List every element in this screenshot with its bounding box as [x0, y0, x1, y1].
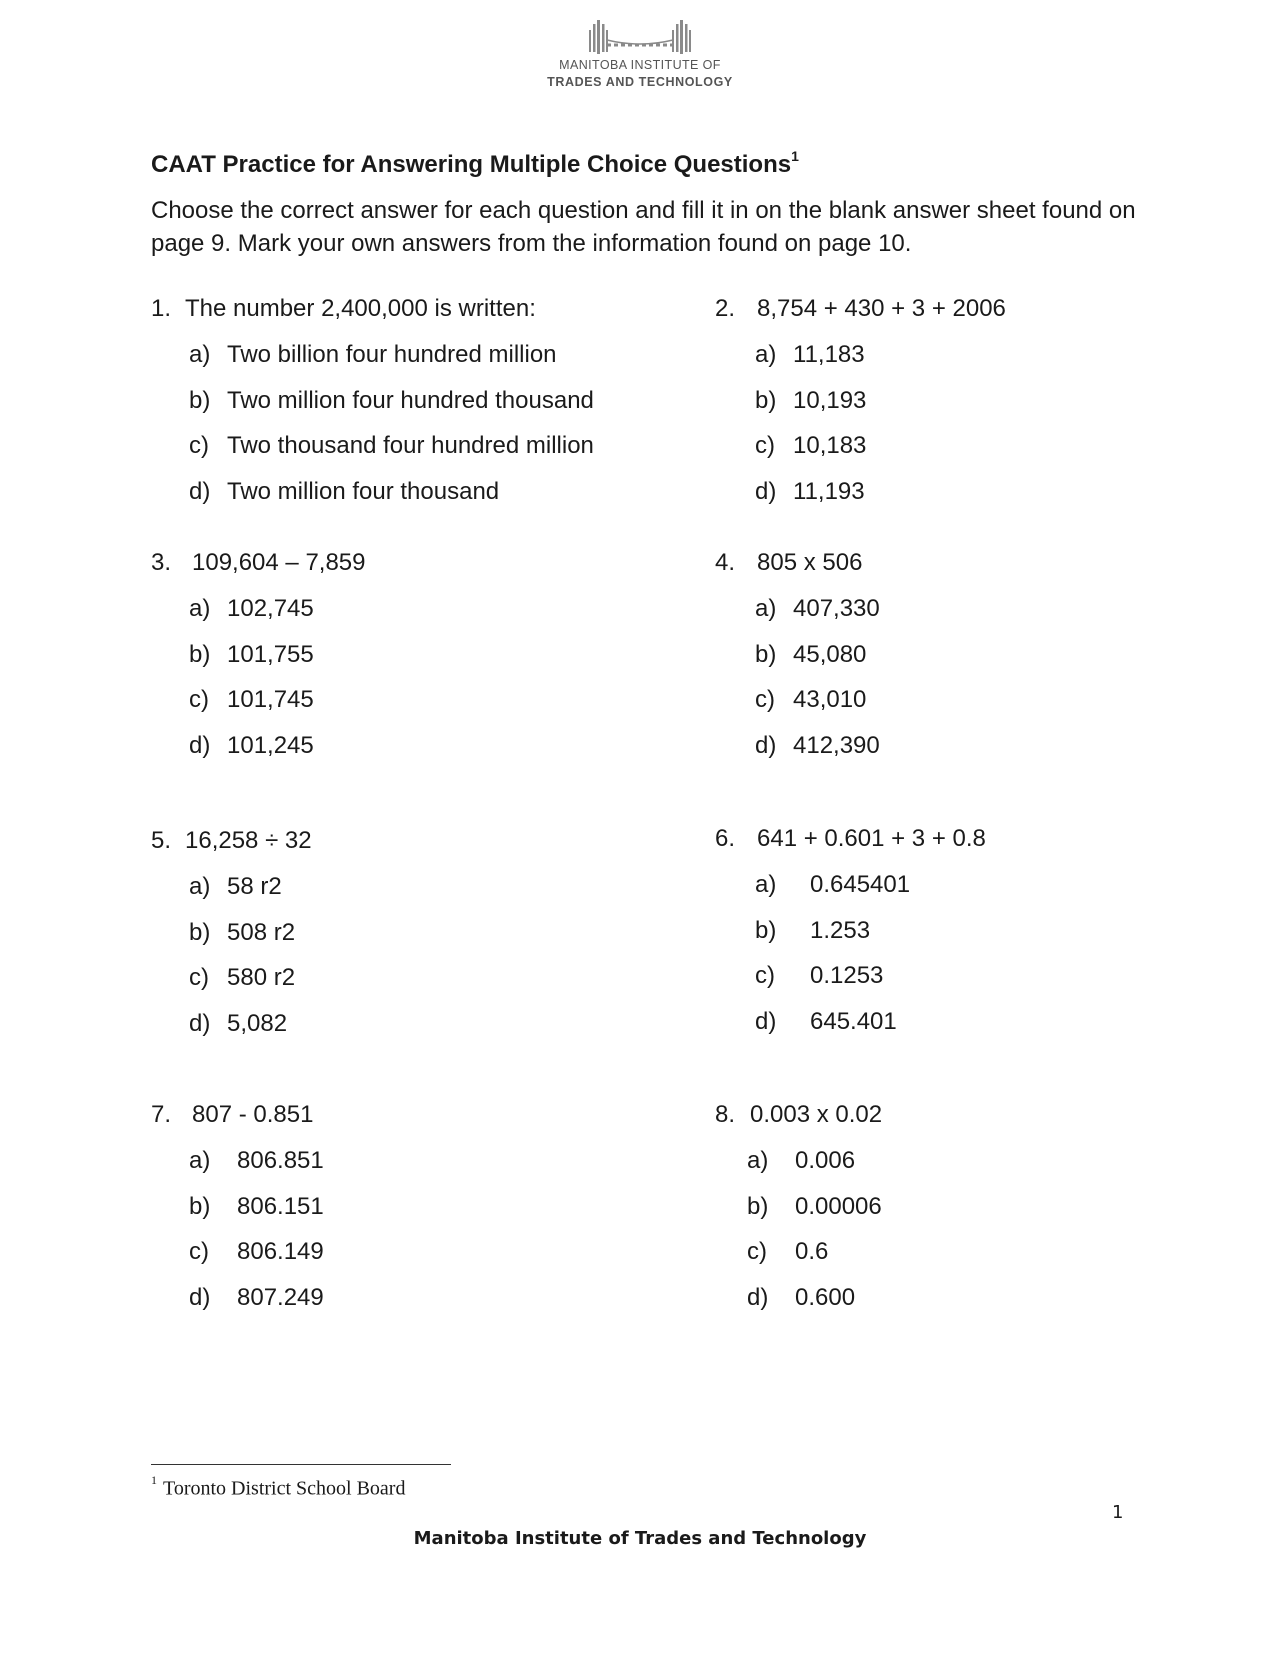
option-a — [151, 873, 312, 919]
option-a — [715, 871, 986, 917]
option-text: 0.6 — [795, 1238, 829, 1266]
option-c — [715, 432, 1006, 478]
option-text: 11,183 — [793, 341, 865, 368]
question-stem — [715, 295, 1006, 341]
option-letter: c) — [189, 1238, 209, 1266]
option-d — [715, 478, 1006, 524]
option-text: 0.645401 — [810, 871, 911, 898]
option-b — [715, 387, 1006, 433]
option-text: 45,080 — [793, 640, 867, 668]
question-number: 5. — [151, 827, 172, 854]
header-logo — [0, 18, 1280, 58]
question-8 — [715, 1101, 882, 1329]
option-c — [715, 962, 986, 1008]
option-text: 0.006 — [795, 1147, 856, 1174]
option-c — [151, 686, 366, 732]
question-text: 641 + 0.601 + 3 + 0.8 — [757, 825, 986, 852]
footnote-separator — [151, 1464, 451, 1465]
option-b — [151, 387, 594, 433]
question-1 — [151, 295, 594, 523]
question-stem — [715, 549, 880, 595]
option-text: 101,755 — [227, 640, 314, 668]
option-letter: c) — [189, 686, 209, 714]
option-b — [151, 1193, 324, 1239]
option-a — [715, 595, 880, 641]
option-text: 43,010 — [793, 686, 867, 714]
logo-text-line2: TRADES AND TECHNOLOGY — [547, 75, 733, 89]
option-letter: c) — [189, 432, 209, 460]
option-b — [715, 917, 986, 963]
option-letter: a) — [189, 341, 211, 368]
option-c — [715, 686, 880, 732]
option-text: 11,193 — [793, 477, 865, 505]
question-stem — [151, 295, 594, 341]
option-letter: a) — [755, 871, 777, 898]
option-d — [715, 1284, 882, 1330]
option-b — [715, 641, 880, 687]
instructions-paragraph: Choose the correct answer for each question and fill it in on the blank answer sheet found on page 9. Mark your own answers from the information found on page 10. — [151, 197, 1136, 257]
option-a — [151, 595, 366, 641]
question-3 — [151, 549, 366, 777]
option-letter: d) — [189, 1283, 211, 1311]
option-a — [151, 341, 594, 387]
option-text: 101,245 — [227, 731, 314, 759]
title-footnote-ref: 1 — [791, 148, 799, 164]
option-letter: d) — [755, 477, 777, 505]
option-text: 407,330 — [793, 595, 880, 622]
option-letter: c) — [755, 962, 775, 990]
footnote-text: Toronto District School Board — [163, 1477, 406, 1500]
option-letter: a) — [189, 595, 211, 622]
question-stem — [151, 827, 312, 873]
option-letter: b) — [189, 918, 211, 946]
option-letter: b) — [755, 386, 777, 414]
option-letter: b) — [189, 1192, 211, 1220]
option-letter: c) — [189, 964, 209, 992]
option-letter: a) — [755, 341, 777, 368]
option-text: 412,390 — [793, 731, 880, 759]
page-number: 1 — [1112, 1502, 1124, 1523]
question-stem — [715, 825, 986, 871]
option-letter: c) — [747, 1238, 767, 1266]
option-text: 5,082 — [227, 1009, 288, 1037]
question-text: 8,754 + 430 + 3 + 2006 — [757, 295, 1006, 322]
question-4 — [715, 549, 880, 777]
question-text: 805 x 506 — [757, 549, 863, 576]
option-letter: d) — [747, 1283, 769, 1311]
option-d — [151, 1284, 324, 1330]
option-c — [151, 1238, 324, 1284]
option-text: Two million four hundred thousand — [227, 386, 594, 414]
question-number: 8. — [715, 1101, 736, 1128]
option-c — [715, 1238, 882, 1284]
option-text: 101,745 — [227, 686, 314, 714]
question-number: 4. — [715, 549, 736, 576]
option-c — [151, 432, 594, 478]
option-text: 58 r2 — [227, 873, 282, 900]
option-d — [715, 1008, 986, 1054]
option-text: 1.253 — [810, 916, 871, 944]
question-5 — [151, 827, 312, 1055]
option-letter: b) — [755, 916, 777, 944]
option-letter: d) — [189, 477, 211, 505]
option-b — [715, 1193, 882, 1239]
option-letter: d) — [189, 1009, 211, 1037]
question-number: 1. — [151, 295, 172, 322]
question-6 — [715, 825, 986, 1053]
option-text: 0.1253 — [810, 962, 884, 990]
option-letter: c) — [755, 686, 775, 714]
option-text: 102,745 — [227, 595, 314, 622]
question-text: 109,604 – 7,859 — [192, 549, 366, 576]
option-text: 807.249 — [237, 1283, 324, 1311]
option-text: 10,183 — [793, 432, 867, 460]
question-2 — [715, 295, 1006, 523]
question-number: 6. — [715, 825, 736, 852]
question-number: 3. — [151, 549, 172, 576]
option-letter: b) — [755, 640, 777, 668]
option-letter: d) — [755, 731, 777, 759]
question-text: The number 2,400,000 is written: — [185, 295, 536, 322]
option-a — [715, 341, 1006, 387]
question-number: 7. — [151, 1101, 172, 1128]
option-text: 0.00006 — [795, 1192, 882, 1220]
option-text: 645.401 — [810, 1007, 897, 1035]
option-text: Two thousand four hundred million — [227, 432, 594, 460]
option-letter: a) — [189, 1147, 211, 1174]
option-letter: a) — [189, 873, 211, 900]
option-a — [715, 1147, 882, 1193]
question-number: 2. — [715, 295, 736, 322]
question-text: 0.003 x 0.02 — [750, 1101, 883, 1128]
option-letter: b) — [189, 386, 211, 414]
question-text: 16,258 ÷ 32 — [185, 827, 312, 854]
question-text: 807 - 0.851 — [192, 1101, 314, 1128]
option-text: 10,193 — [793, 386, 867, 414]
option-a — [151, 1147, 324, 1193]
option-d — [715, 732, 880, 778]
option-letter: b) — [747, 1192, 769, 1220]
option-b — [151, 641, 366, 687]
option-d — [151, 732, 366, 778]
option-d — [151, 478, 594, 524]
question-stem — [151, 1101, 324, 1147]
bridge-logo-icon — [585, 18, 695, 58]
option-d — [151, 1010, 312, 1056]
question-stem — [715, 1101, 882, 1147]
option-letter: a) — [747, 1147, 769, 1174]
footnote-marker: 1 — [151, 1473, 157, 1487]
question-stem — [151, 549, 366, 595]
option-text: 580 r2 — [227, 964, 296, 992]
option-letter: c) — [755, 432, 775, 460]
option-text: 806.851 — [237, 1147, 324, 1174]
footnote — [151, 1473, 406, 1501]
option-c — [151, 964, 312, 1010]
option-letter: d) — [755, 1007, 777, 1035]
page-title — [151, 150, 799, 179]
option-letter: a) — [755, 595, 777, 622]
option-b — [151, 919, 312, 965]
option-text: 806.151 — [237, 1192, 324, 1220]
option-letter: d) — [189, 731, 211, 759]
logo-text-line1: MANITOBA INSTITUTE OF — [559, 58, 721, 72]
option-text: Two billion four hundred million — [227, 341, 557, 368]
option-text: Two million four thousand — [227, 477, 500, 505]
question-7 — [151, 1101, 324, 1329]
page-footer: Manitoba Institute of Trades and Technology — [413, 1528, 867, 1549]
option-text: 508 r2 — [227, 918, 296, 946]
option-text: 806.149 — [237, 1238, 324, 1266]
option-text: 0.600 — [795, 1283, 856, 1311]
page-title-text: CAAT Practice for Answering Multiple Choice Questions — [151, 151, 792, 178]
option-letter: b) — [189, 640, 211, 668]
